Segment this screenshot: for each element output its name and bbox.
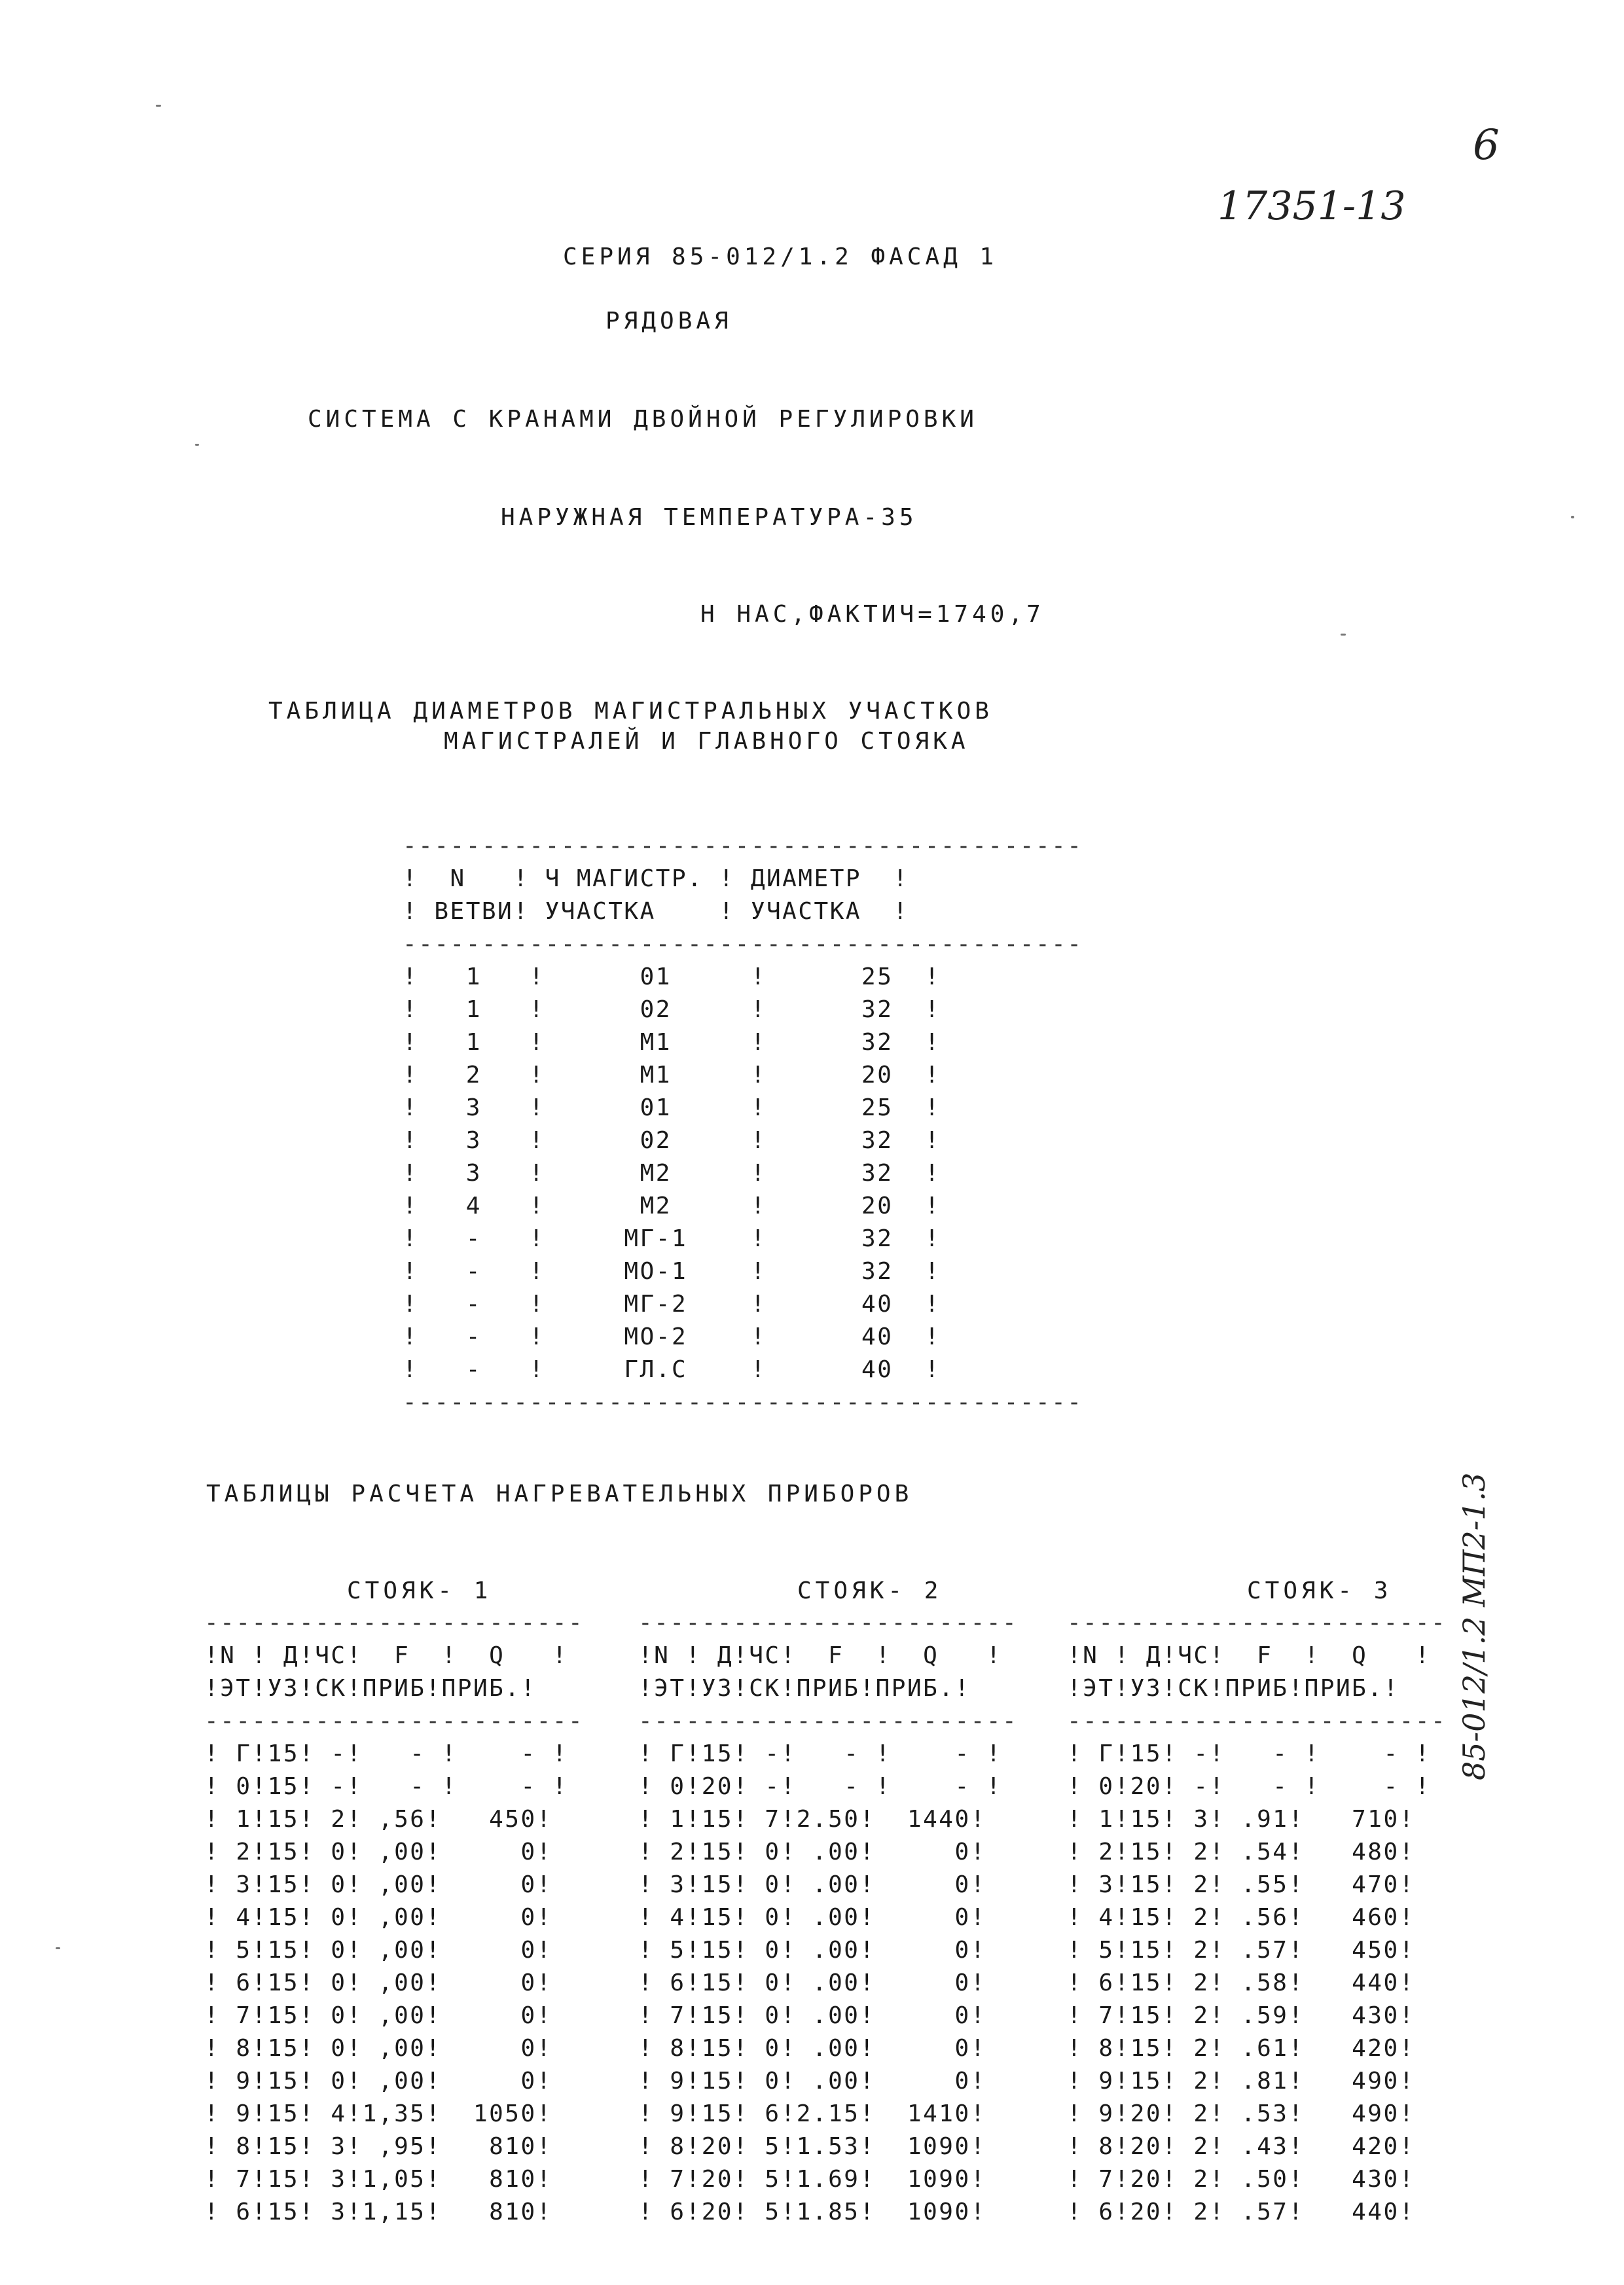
riser-2-row: ! 8!20! 5!1.53! 1090! — [638, 2133, 986, 2160]
diam-table-row: ! - ! МО-2 ! 40 ! — [403, 1323, 941, 1350]
type-line: РЯДОВАЯ — [605, 308, 732, 334]
heaters-title: ТАБЛИЦЫ РАСЧЕТА НАГРЕВАТЕЛЬНЫХ ПРИБОРОВ — [206, 1481, 913, 1507]
scan-speck — [56, 1947, 60, 1949]
riser-1-row: ! 9!15! 0! ,00! 0! — [204, 2068, 552, 2095]
diam-table-row: ! ВЕТВИ! УЧАСТКА ! УЧАСТКА ! — [403, 898, 909, 925]
riser-1-row: ! 1!15! 2! ,56! 450! — [204, 1806, 552, 1833]
scan-speck — [1571, 516, 1574, 518]
outdoor-temp-line: НАРУЖНАЯ ТЕМПЕРАТУРА-35 — [501, 504, 918, 531]
riser-1-row: !ЭТ!УЗ!СК!ПРИБ!ПРИБ.! — [204, 1675, 537, 1702]
diam-table-row: ! 1 ! 01 ! 25 ! — [403, 963, 941, 990]
riser-3-row: ! Г!15! -! - ! - ! — [1067, 1740, 1431, 1767]
riser-2-table — [638, 1607, 1018, 2229]
riser-2-row: ! 8!15! 0! .00! 0! — [638, 2035, 986, 2062]
diam-table-row: ------------------------------------------- — [403, 931, 1083, 958]
diam-table-row: ! N ! Ч МАГИСТР. ! ДИАМЕТР ! — [403, 865, 909, 892]
riser-3-row: ------------------------ — [1067, 1708, 1447, 1735]
riser-2-row: ! 1!15! 7!2.50! 1440! — [638, 1806, 986, 1833]
riser-2-row: ! 6!15! 0! .00! 0! — [638, 1970, 986, 1996]
diam-table-row: ------------------------------------------- — [403, 1389, 1083, 1416]
riser-1-row: ------------------------ — [204, 1610, 585, 1636]
diam-table-row: ! 1 ! 02 ! 32 ! — [403, 996, 941, 1023]
riser-1-row: !N ! Д!ЧС! F ! Q ! — [204, 1642, 568, 1669]
riser-2-row: !N ! Д!ЧС! F ! Q ! — [638, 1642, 1002, 1669]
scan-speck — [1341, 634, 1346, 636]
diam-table-row: ! - ! МО-1 ! 32 ! — [403, 1258, 941, 1285]
riser-1-row: ! 5!15! 0! ,00! 0! — [204, 1937, 552, 1964]
riser-3-row: ! 1!15! 3! .91! 710! — [1067, 1806, 1415, 1833]
riser-1-row: ! 3!15! 0! ,00! 0! — [204, 1871, 552, 1898]
riser-3-row: ! 2!15! 2! .54! 480! — [1067, 1839, 1415, 1865]
riser-3-row: ! 3!15! 2! .55! 470! — [1067, 1871, 1415, 1898]
scan-speck — [156, 105, 161, 107]
riser-2-row: ! 6!20! 5!1.85! 1090! — [638, 2199, 986, 2225]
riser-3-row: ------------------------ — [1067, 1610, 1447, 1636]
document-number: 17351-13 — [1218, 183, 1406, 229]
riser-1-title: СТОЯК- 1 — [347, 1577, 492, 1604]
diam-table-row: ! 2 ! М1 ! 20 ! — [403, 1062, 941, 1089]
diam-table-row: ! 3 ! 02 ! 32 ! — [403, 1127, 941, 1154]
riser-2-row: ! 3!15! 0! .00! 0! — [638, 1871, 986, 1898]
diam-table-row: ! 3 ! М2 ! 32 ! — [403, 1160, 941, 1187]
riser-2-row: ! 7!20! 5!1.69! 1090! — [638, 2166, 986, 2193]
riser-2-row: ------------------------ — [638, 1708, 1019, 1735]
riser-3-row: ! 9!15! 2! .81! 490! — [1067, 2068, 1415, 2095]
riser-2-row: ! 0!20! -! - ! - ! — [638, 1773, 1002, 1800]
diam-table-row: ! 3 ! 01 ! 25 ! — [403, 1094, 941, 1121]
riser-1-row: ! 8!15! 0! ,00! 0! — [204, 2035, 552, 2062]
side-stamp: 85-012/1.2 МП2-1.3 — [1456, 1472, 1492, 1780]
riser-3-row: ! 8!15! 2! .61! 420! — [1067, 2035, 1415, 2062]
riser-2-row: ! 9!15! 0! .00! 0! — [638, 2068, 986, 2095]
riser-3-table — [1067, 1607, 1447, 2229]
riser-3-row: ! 6!15! 2! .58! 440! — [1067, 1970, 1415, 1996]
diam-table-row: ! - ! МГ-2 ! 40 ! — [403, 1291, 941, 1318]
riser-3-row: ! 8!20! 2! .43! 420! — [1067, 2133, 1415, 2160]
riser-3-row: ! 5!15! 2! .57! 450! — [1067, 1937, 1415, 1964]
riser-1-table — [204, 1607, 584, 2229]
riser-3-row: ! 0!20! -! - ! - ! — [1067, 1773, 1431, 1800]
riser-2-row: ! 9!15! 6!2.15! 1410! — [638, 2100, 986, 2127]
riser-3-row: !N ! Д!ЧС! F ! Q ! — [1067, 1642, 1431, 1669]
riser-1-row: ! Г!15! -! - ! - ! — [204, 1740, 568, 1767]
series-line: СЕРИЯ 85-012/1.2 ФАСАД 1 — [563, 243, 998, 270]
riser-2-row: ! 7!15! 0! .00! 0! — [638, 2002, 986, 2029]
riser-1-row: ! 9!15! 4!1,35! 1050! — [204, 2100, 552, 2127]
diam-table-row: ! - ! МГ-1 ! 32 ! — [403, 1225, 941, 1252]
riser-3-row: ! 7!20! 2! .50! 430! — [1067, 2166, 1415, 2193]
diam-table — [403, 830, 1083, 1419]
riser-3-title: СТОЯК- 3 — [1247, 1577, 1392, 1604]
diam-table-row: ------------------------------------------- — [403, 833, 1083, 859]
diam-table-title-1: ТАБЛИЦА ДИАМЕТРОВ МАГИСТРАЛЬНЫХ УЧАСТКОВ — [268, 698, 993, 725]
riser-1-row: ! 4!15! 0! ,00! 0! — [204, 1904, 552, 1931]
riser-2-row: ! Г!15! -! - ! - ! — [638, 1740, 1002, 1767]
riser-3-row: ! 6!20! 2! .57! 440! — [1067, 2199, 1415, 2225]
riser-2-row: ------------------------ — [638, 1610, 1019, 1636]
riser-1-row: ! 6!15! 0! ,00! 0! — [204, 1970, 552, 1996]
riser-2-row: ! 4!15! 0! .00! 0! — [638, 1904, 986, 1931]
riser-3-row: !ЭТ!УЗ!СК!ПРИБ!ПРИБ.! — [1067, 1675, 1399, 1702]
page-number: 6 — [1473, 121, 1500, 170]
riser-2-title: СТОЯК- 2 — [797, 1577, 943, 1604]
diam-table-row: ! 1 ! М1 ! 32 ! — [403, 1029, 941, 1056]
riser-3-row: ! 7!15! 2! .59! 430! — [1067, 2002, 1415, 2029]
scan-speck — [195, 444, 199, 446]
riser-2-row: ! 2!15! 0! .00! 0! — [638, 1839, 986, 1865]
riser-1-row: ! 7!15! 0! ,00! 0! — [204, 2002, 552, 2029]
diam-table-title-2: МАГИСТРАЛЕЙ И ГЛАВНОГО СТОЯКА — [444, 728, 969, 755]
riser-1-row: ! 6!15! 3!1,15! 810! — [204, 2199, 552, 2225]
riser-1-row: ! 2!15! 0! ,00! 0! — [204, 1839, 552, 1865]
riser-1-row: ! 7!15! 3!1,05! 810! — [204, 2166, 552, 2193]
riser-1-row: ! 0!15! -! - ! - ! — [204, 1773, 568, 1800]
riser-3-row: ! 4!15! 2! .56! 460! — [1067, 1904, 1415, 1931]
riser-3-row: ! 9!20! 2! .53! 490! — [1067, 2100, 1415, 2127]
riser-2-row: !ЭТ!УЗ!СК!ПРИБ!ПРИБ.! — [638, 1675, 971, 1702]
riser-1-row: ------------------------ — [204, 1708, 585, 1735]
riser-2-row: ! 5!15! 0! .00! 0! — [638, 1937, 986, 1964]
diam-table-row: ! 4 ! М2 ! 20 ! — [403, 1193, 941, 1219]
pressure-line: Н НАС,ФАКТИЧ=1740,7 — [700, 601, 1045, 628]
system-line: СИСТЕМА С КРАНАМИ ДВОЙНОЙ РЕГУЛИРОВКИ — [308, 406, 978, 433]
riser-1-row: ! 8!15! 3! ,95! 810! — [204, 2133, 552, 2160]
diam-table-row: ! - ! ГЛ.С ! 40 ! — [403, 1356, 941, 1383]
